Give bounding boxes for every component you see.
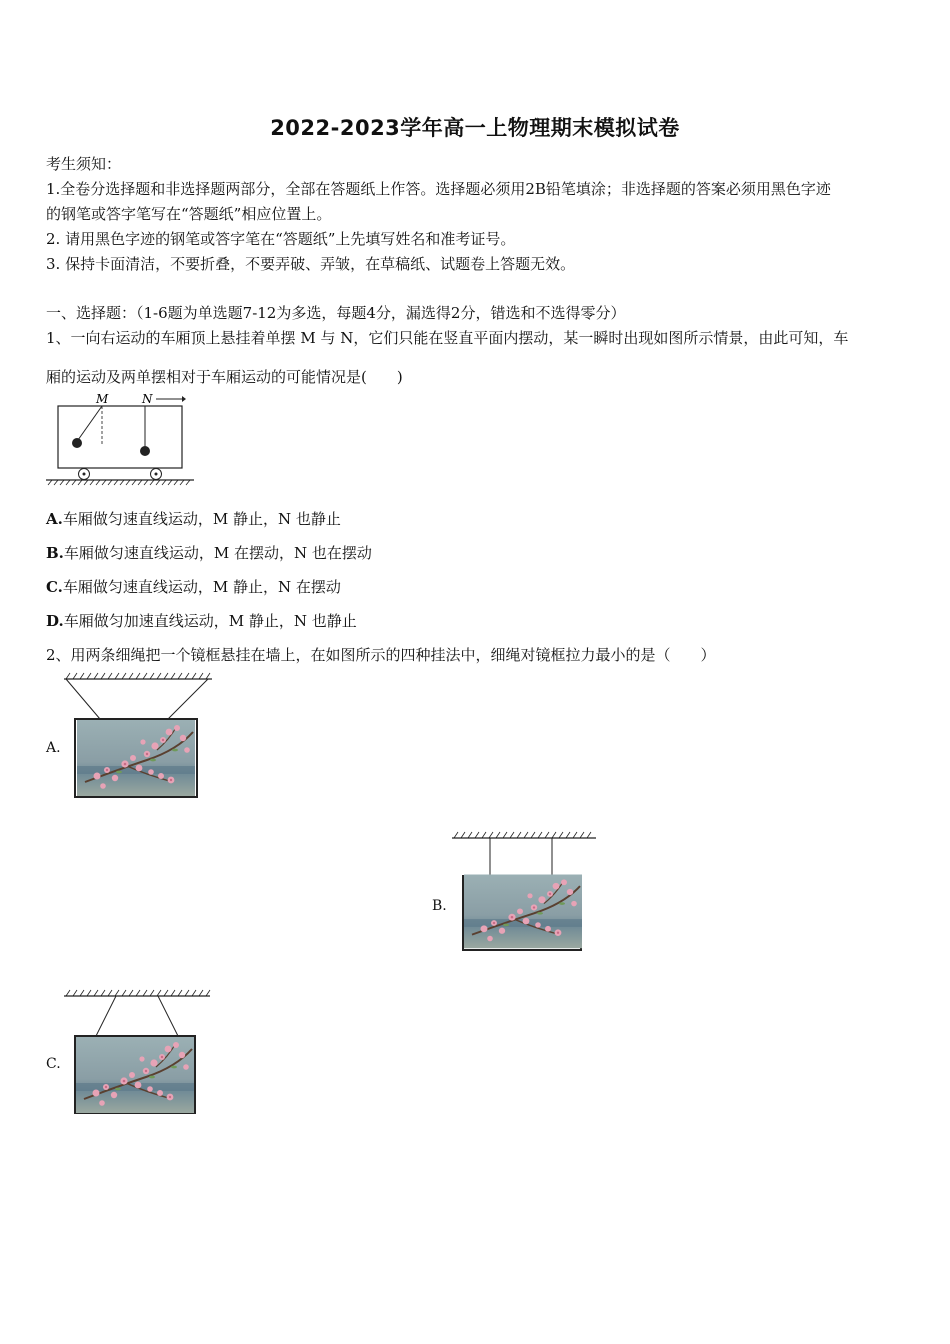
m-bob bbox=[72, 438, 82, 448]
option-text: 车厢做匀速直线运动，M 静止，N 也静止 bbox=[62, 510, 341, 528]
q2-option-b-label[interactable]: B. bbox=[432, 898, 447, 914]
blossom-picture bbox=[464, 875, 582, 949]
q1-option-b[interactable] bbox=[46, 542, 372, 563]
label-m: M bbox=[96, 392, 109, 406]
page-title: 2022-2023学年高一上物理期末模拟试卷 bbox=[270, 116, 680, 140]
ceiling-hatch bbox=[66, 673, 210, 679]
rope-right bbox=[168, 679, 208, 719]
ceiling-hatch bbox=[454, 832, 591, 838]
section-heading: 一、选择题：（1-6题为单选题7-12为多选，每题4分，漏选得2分，错选和不选得零分） bbox=[46, 304, 626, 322]
ceiling-hatch bbox=[66, 990, 210, 996]
notice-item-1-line-1: 1.全卷分选择题和非选择题两部分，全部在答题纸上作答。选择题必须用2B铅笔填涂；非选择题的答案必须用黑色字迹 bbox=[46, 180, 831, 198]
blossom-picture bbox=[77, 720, 195, 796]
q1-car-figure bbox=[44, 388, 204, 488]
q2-stem: 2、用两条细绳把一个镜框悬挂在墙上，在如图所示的四种挂法中，细绳对镜框拉力最小的是（ ） bbox=[46, 646, 716, 664]
q1-stem-line-2: 厢的运动及两单摆相对于车厢运动的可能情况是( ) bbox=[46, 368, 403, 386]
option-letter: B. bbox=[46, 544, 64, 562]
label-n: N bbox=[142, 392, 153, 406]
notice-item-1-line-2: 的钢笔或答字笔写在“答题纸”相应位置上。 bbox=[46, 205, 332, 223]
blossom-picture bbox=[76, 1037, 194, 1113]
q2-option-c-figure[interactable] bbox=[60, 984, 220, 1118]
q1-stem-line-1: 1、一向右运动的车厢顶上悬挂着单摆 M 与 N，它们只能在竖直平面内摆动，某一瞬时出现如图所示情景，由此可知，车 bbox=[46, 329, 849, 347]
n-bob bbox=[140, 446, 150, 456]
m-string bbox=[78, 406, 102, 440]
rope-right bbox=[158, 996, 178, 1036]
option-text: 车厢做匀速直线运动，M 在摆动，N 也在摆动 bbox=[63, 544, 372, 562]
q2-option-a-figure[interactable] bbox=[60, 670, 220, 802]
notice-item-3: 3. 保持卡面清洁，不要折叠，不要弄破、弄皱，在草稿纸、试题卷上答题无效。 bbox=[46, 255, 576, 273]
option-text: 车厢做匀加速直线运动，M 静止，N 也静止 bbox=[63, 612, 357, 630]
rope-left bbox=[96, 996, 116, 1036]
option-letter: A. bbox=[46, 510, 63, 528]
option-text: 车厢做匀速直线运动，M 静止，N 在摆动 bbox=[62, 578, 341, 596]
ground-hatch bbox=[48, 480, 190, 485]
q2-option-a-label[interactable]: A. bbox=[46, 740, 61, 756]
motion-arrow-icon bbox=[156, 396, 186, 402]
q2-option-b-figure[interactable] bbox=[450, 826, 600, 956]
notice-item-2: 2. 请用黑色字迹的钢笔或答字笔在“答题纸”上先填写姓名和准考证号。 bbox=[46, 230, 516, 248]
option-letter: C. bbox=[46, 578, 63, 596]
q1-option-a[interactable] bbox=[46, 508, 341, 529]
q1-option-d[interactable] bbox=[46, 610, 357, 631]
q2-option-c-label[interactable]: C. bbox=[46, 1056, 61, 1072]
q1-option-c[interactable] bbox=[46, 576, 341, 597]
option-letter: D. bbox=[46, 612, 64, 630]
rope-left bbox=[66, 679, 100, 719]
notice-heading: 考生须知： bbox=[46, 155, 122, 173]
